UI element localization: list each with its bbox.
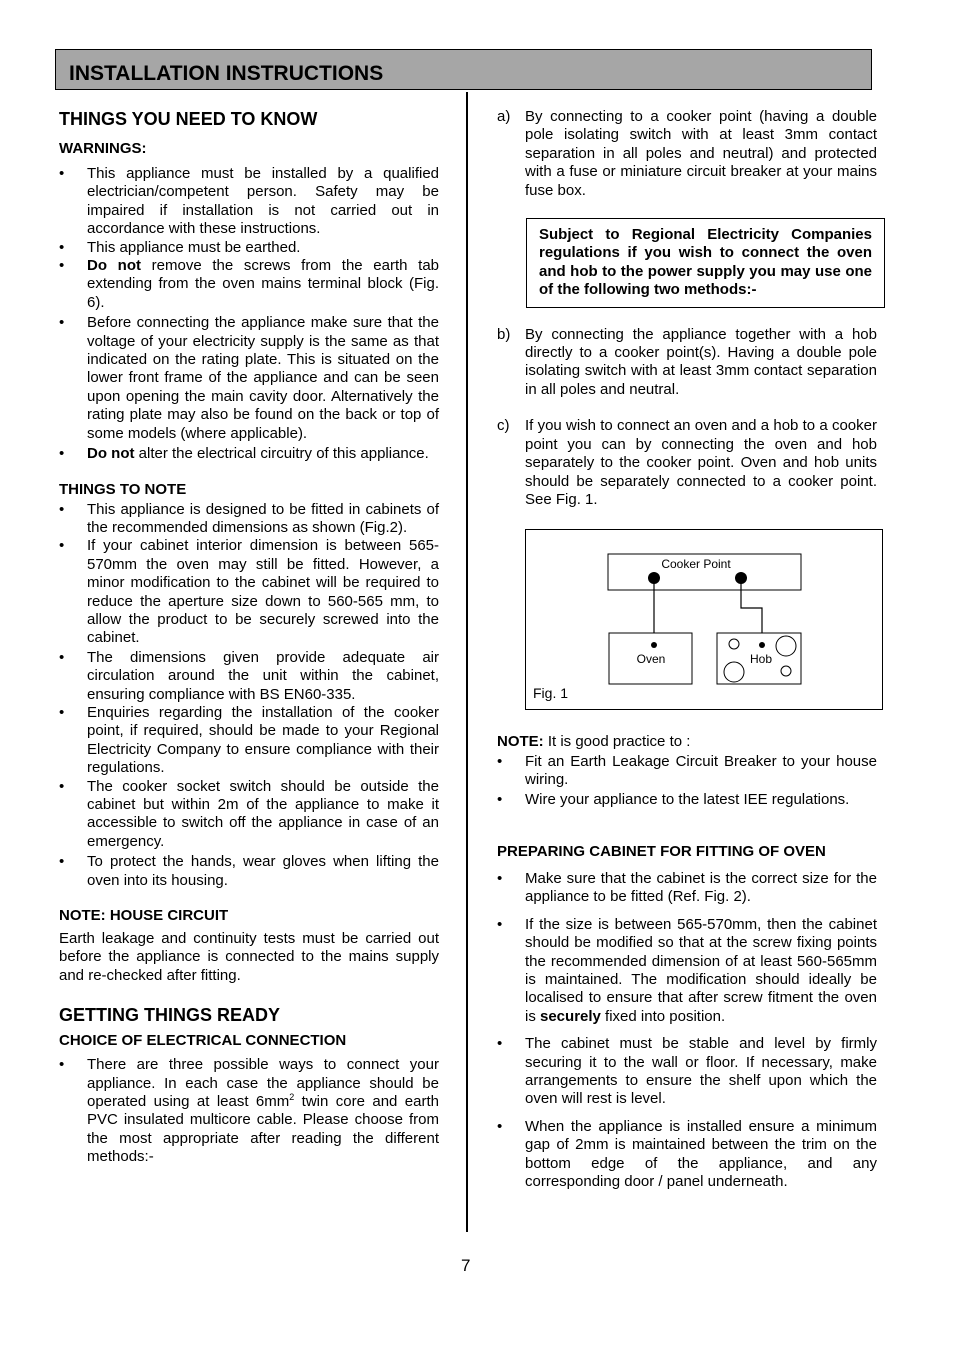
connection-text: There are three possible ways to connect your appliance. In each case the appliance should be operated using at least 6mm [87, 1056, 439, 1111]
hob-label: Hob [749, 652, 773, 667]
good-practice-list [497, 753, 877, 809]
warning-item [59, 165, 439, 239]
method-label: b) [497, 325, 511, 343]
method-label: a) [497, 108, 511, 125]
regulation-notice-box [526, 218, 885, 308]
notes-list [59, 501, 439, 891]
warning-text: This appliance must be installed by a qualified electrician/competent person. Safety may be impaired if installation is not carried out in accordance with these instructions. [87, 165, 439, 238]
warning-item [59, 314, 439, 443]
prep-text: If the size is between 565-570mm, then the cabinet should be modified so that at the screw fixing points the recommended dimension of at least 560-565mm is maintained. The modification should ideally be localised to ensure that after screw fitment the oven is [525, 915, 877, 1025]
note-text: To protect the hands, wear gloves when lifting the oven into its housing. [87, 853, 439, 889]
house-circuit-text: Earth leakage and continuity tests must be carried out before the appliance is connected to the mains supply and re-checked after fitting. [59, 930, 439, 984]
preparing-cabinet-list [497, 870, 877, 1192]
warning-text: Before connecting the appliance make sure that the voltage of your electricity supply is the same as that indicated on the rating plate. This is situated on the lower front frame of the appliance and can be seen upon opening the main cavity door. Alternatively the rating plate may also be found on the back or top of some models (where applicable). [87, 314, 439, 442]
note-text: It is good practice to : [543, 733, 691, 751]
heading-things-to-know: THINGS YOU NEED TO KNOW [59, 109, 318, 129]
prep-text: When the appliance is installed ensure a minimum gap of 2mm is maintained between the trim on the bottom edge of the appliance, and any corresponding door / panel underneath. [525, 1117, 877, 1191]
figure-caption: Fig. 1 [533, 685, 569, 702]
prep-item [497, 1118, 877, 1192]
good-practice-note [497, 733, 877, 751]
cooker-point-label: Cooker Point [661, 557, 731, 572]
prep-item [497, 870, 877, 907]
prep-item [497, 916, 877, 1026]
page-title: INSTALLATION INSTRUCTIONS [69, 62, 384, 85]
note-text: The cooker socket switch should be outside the cabinet but within 2m of the appliance to make it accessible to switch off the appliance in case of an emergency. [87, 777, 439, 850]
warning-item [59, 257, 439, 312]
note-label: NOTE: [497, 733, 544, 751]
wiring-diagram-svg [526, 530, 882, 709]
method-a [497, 108, 877, 200]
connection-list [59, 1056, 439, 1166]
house-circuit-title: NOTE: HOUSE CIRCUIT [59, 907, 229, 925]
electrical-connection-title: CHOICE OF ELECTRICAL CONNECTION [59, 1032, 347, 1050]
heading-getting-ready: GETTING THINGS READY [59, 1005, 281, 1026]
prep-text: fixed into position. [600, 1007, 726, 1025]
warning-item [59, 445, 439, 463]
method-b [497, 326, 877, 400]
method-c [497, 417, 877, 509]
warning-item [59, 239, 439, 257]
good-practice-item [497, 791, 877, 809]
oven-label: Oven [636, 652, 666, 667]
prep-emphasis: securely [540, 1007, 601, 1025]
good-practice-text: Wire your appliance to the latest IEE regulations. [525, 790, 850, 808]
note-item [59, 537, 439, 647]
page-number: 7 [461, 1256, 471, 1275]
things-to-note-title: THINGS TO NOTE [59, 480, 187, 498]
section-banner [55, 49, 872, 90]
regulation-notice-text: Subject to Regional Electricity Companies regulations if you wish to connect the oven and hob to the power supply you may use one of the following two methods:- [539, 226, 872, 299]
prep-item [497, 1035, 877, 1109]
good-practice-item [497, 753, 877, 790]
right-column [497, 108, 877, 1191]
connection-item [59, 1056, 439, 1166]
warning-emphasis: Do not [87, 257, 141, 275]
preparing-cabinet-title: PREPARING CABINET FOR FITTING OF OVEN [497, 842, 826, 860]
note-text: Enquiries regarding the installation of the cooker point, if required, should be made to your Regional Electricity Company to ensure compliance with their regulations. [87, 703, 439, 777]
superscript: 2 [289, 1092, 295, 1103]
figure-1-wiring-diagram [525, 529, 883, 710]
left-column [59, 106, 439, 1167]
method-text: If you wish to connect an oven and a hob to a cooker point you can by connecting the oven and hob separately to the cooker point. Oven and hob units should be separately connected to a cooker point. See Fig. 1. [525, 417, 877, 508]
oven-terminal [651, 642, 657, 648]
note-item [59, 853, 439, 890]
method-label: c) [497, 417, 510, 435]
note-item [59, 704, 439, 778]
warning-text: This appliance must be earthed. [87, 238, 301, 256]
warning-text: alter the electrical circuitry of this appliance. [134, 445, 429, 463]
note-text: This appliance is designed to be fitted in cabinets of the recommended dimensions as shown (Fig.2). [87, 500, 439, 536]
method-text: By connecting the appliance together with a hob directly to a cooker point(s). Having a double pole isolating switch with at least 3mm contact separation in all poles and neutral. [525, 325, 877, 398]
warnings-list [59, 165, 439, 464]
warnings-title: WARNINGS: [59, 140, 147, 157]
good-practice-text: Fit an Earth Leakage Circuit Breaker to your house wiring. [525, 752, 877, 789]
note-text: The dimensions given provide adequate air circulation around the unit within the cabinet, ensuring compliance with BS EN60-335. [87, 648, 439, 703]
hob-terminal [759, 642, 765, 648]
column-divider [466, 92, 468, 1232]
prep-text: Make sure that the cabinet is the correct size for the appliance to be fitted (Ref. Fig. 2). [525, 869, 877, 906]
note-item [59, 649, 439, 704]
note-item [59, 501, 439, 538]
note-item [59, 778, 439, 852]
connection-text: twin core and earth PVC insulated multicore cable. Please choose from the most appropriate after reading the different methods:- [87, 1093, 439, 1166]
warning-text: remove the screws from the earth tab extending from the oven mains terminal block (Fig. 6). [87, 257, 440, 311]
warning-emphasis: Do not [87, 445, 135, 463]
note-text: If your cabinet interior dimension is between 565-570mm the oven may still be fitted. However, a minor modification to the cabinet will be required to reduce the aperture size down to 560-565 mm, to allow the product to be securely screwed into the cabinet. [87, 537, 439, 647]
method-text: By connecting to a cooker point (having a double pole isolating switch with at least 3mm contact separation in all poles and neutral) and protected with a fuse or miniature circuit breaker at your mains fuse box. [525, 108, 877, 199]
prep-text: The cabinet must be stable and level by firmly securing it to the wall or floor. If necessary, make arrangements to ensure the shelf upon which the oven will rest is level. [525, 1035, 877, 1108]
